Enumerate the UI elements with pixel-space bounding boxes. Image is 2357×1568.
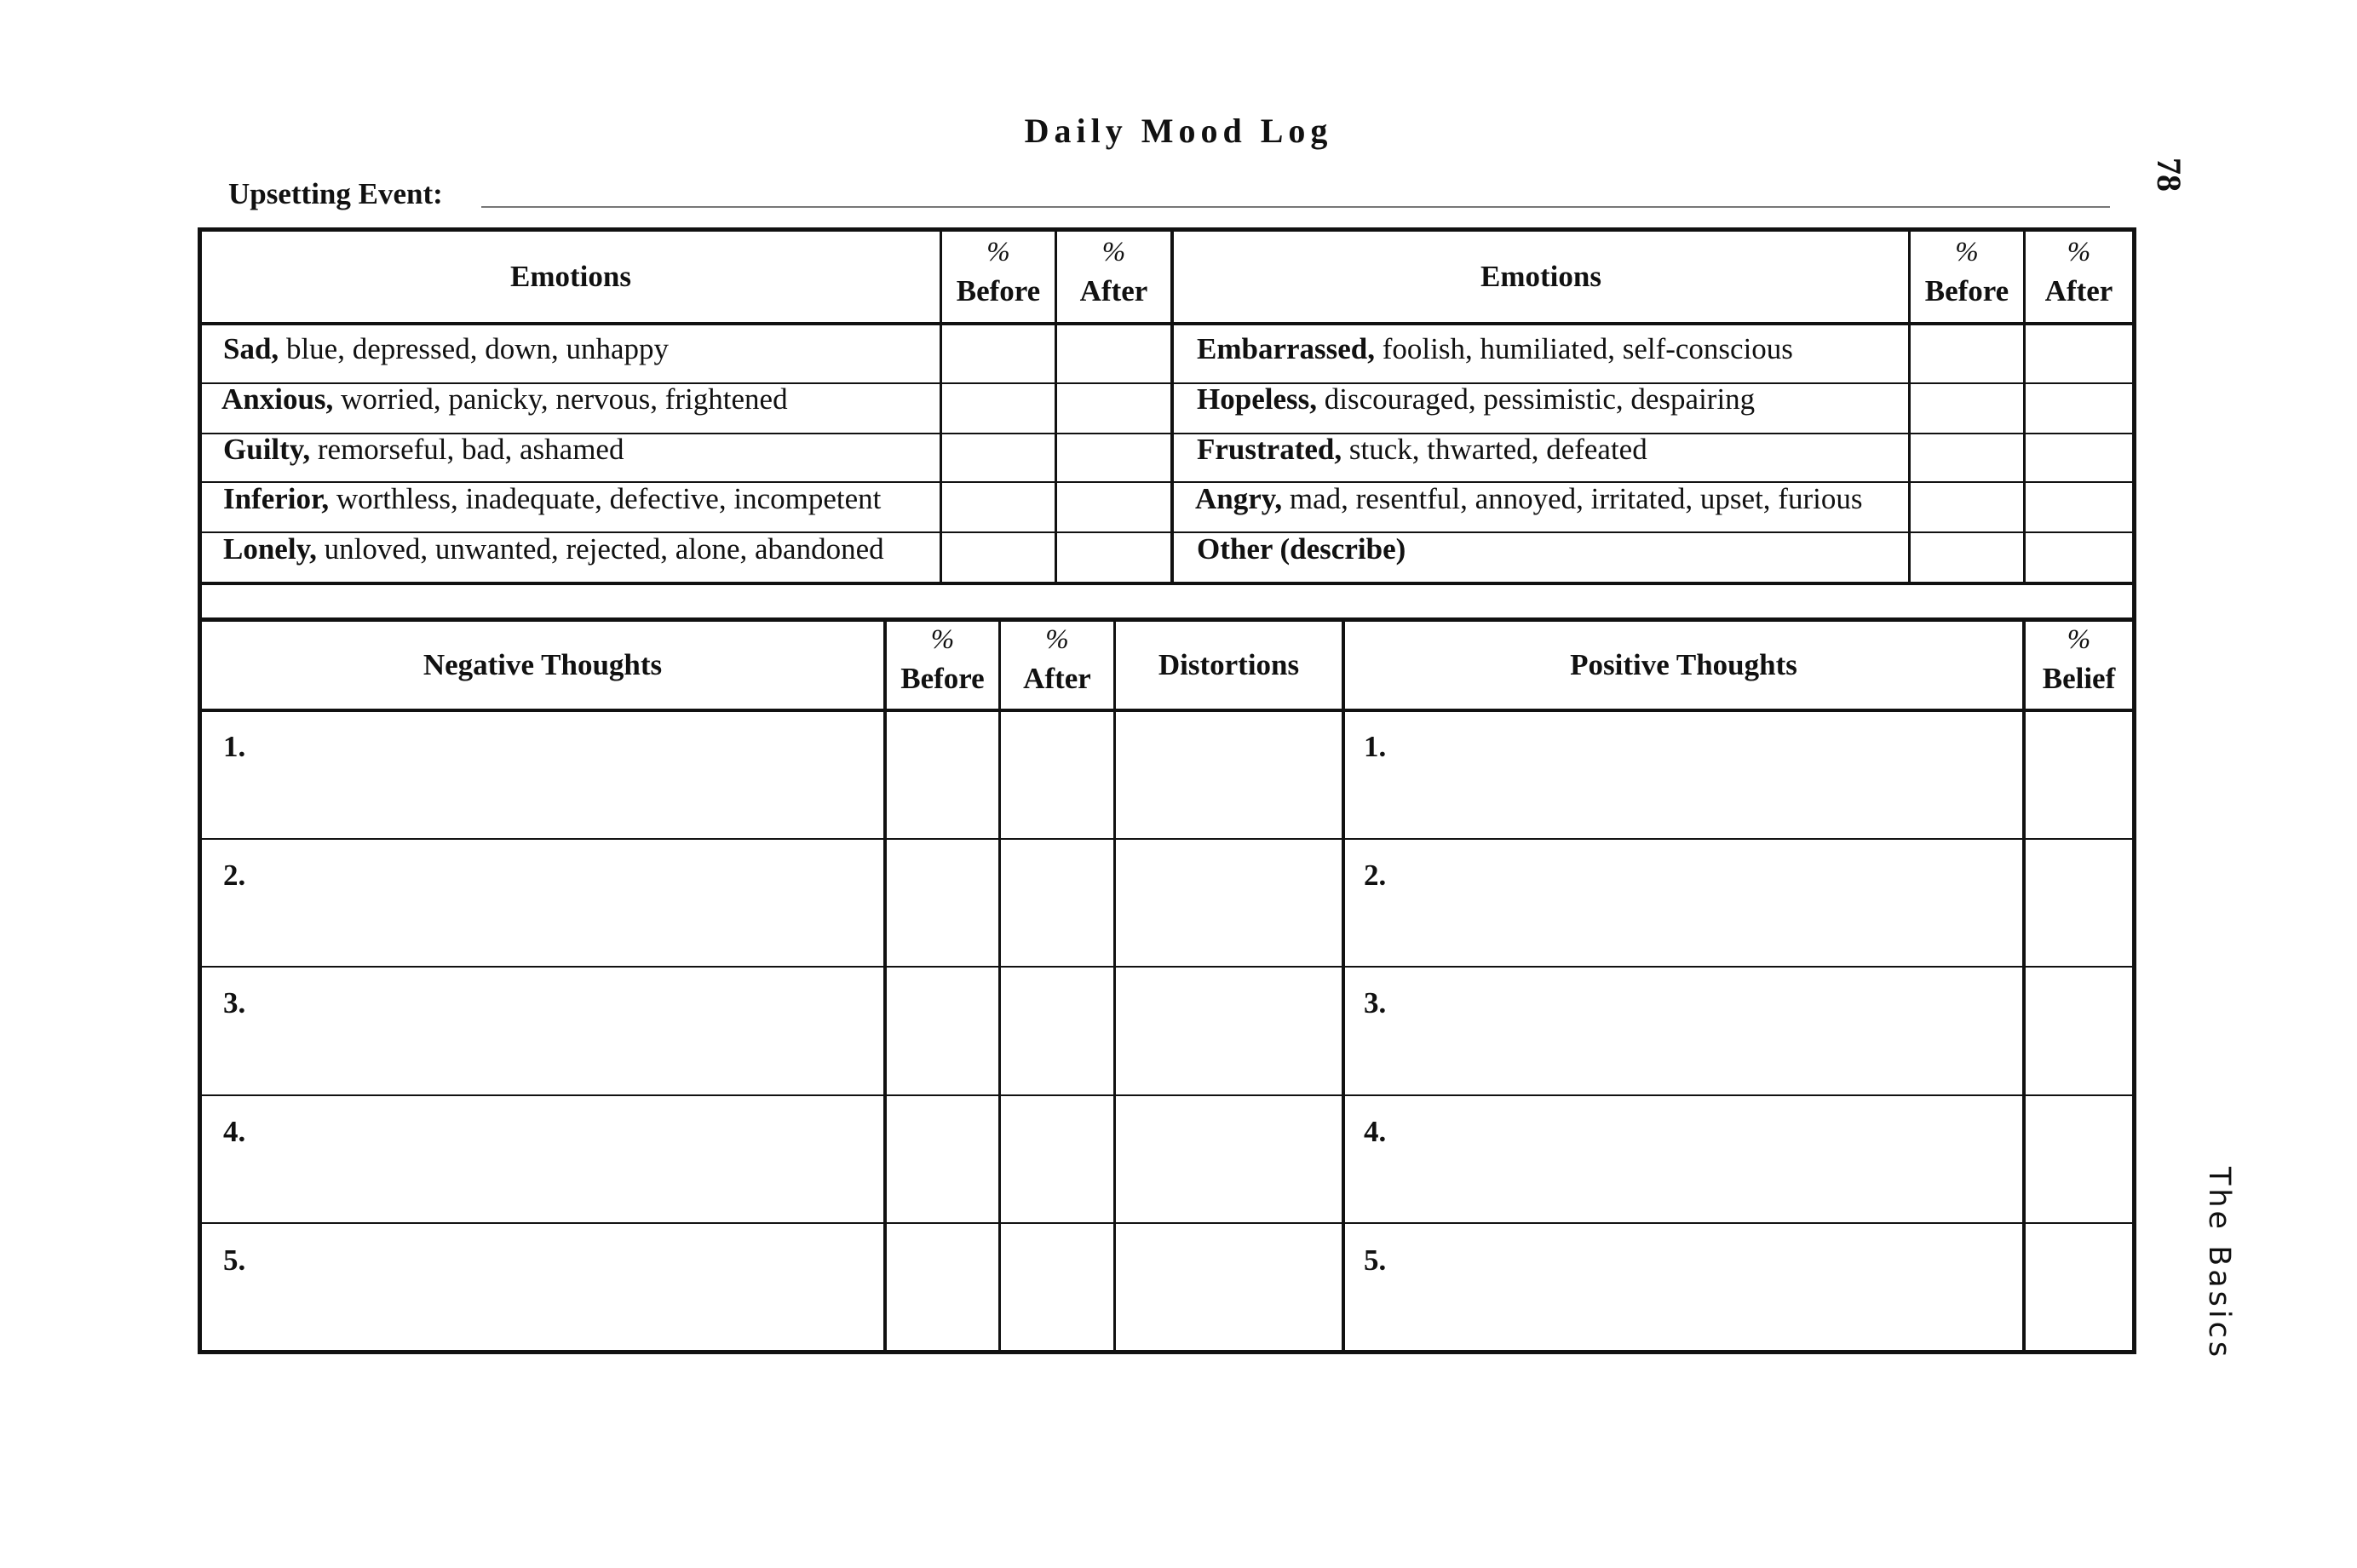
emotions-header-left: Emotions <box>510 260 631 293</box>
divider <box>2022 620 2026 1354</box>
positive-thoughts-header: Positive Thoughts <box>1570 648 1797 681</box>
emotion-row: Inferior, worthless, inadequate, defective, incompetent <box>223 482 882 515</box>
before-rating-cell[interactable] <box>1911 434 2023 481</box>
before-header-right: Before <box>1924 274 2009 307</box>
divider <box>1342 620 1345 1354</box>
before-rating-cell[interactable] <box>1911 384 2023 433</box>
after-rating-cell[interactable] <box>1057 483 1170 531</box>
negative-thoughts-header: Negative Thoughts <box>423 648 663 681</box>
mood-log-grid <box>198 227 2136 1354</box>
emotions-header-right: Emotions <box>1480 260 1601 293</box>
emotion-row: Guilty, remorseful, bad, ashamed <box>223 433 624 466</box>
after-rating-cell[interactable] <box>2026 325 2132 382</box>
upsetting-event-label: Upsetting Event: <box>228 177 443 210</box>
positive-thought-number: 2. <box>1364 859 1387 892</box>
before-header-left: Before <box>956 274 1041 307</box>
positive-thought-number: 5. <box>1364 1243 1387 1277</box>
emotion-row: Angry, mad, resentful, annoyed, irritated, upset, furious <box>1195 482 1863 515</box>
page-number: 78 <box>2150 158 2188 192</box>
page-title: Daily Mood Log <box>1024 112 1333 150</box>
emotion-row: Frustrated, stuck, thwarted, defeated <box>1197 433 1647 466</box>
negative-thought-cell[interactable] <box>253 1096 883 1222</box>
positive-thought-cell[interactable] <box>1394 1096 2022 1222</box>
before-rating-cell[interactable] <box>1911 533 2023 582</box>
negative-thought-number: 3. <box>223 986 246 1019</box>
negative-thought-number: 2. <box>223 859 246 892</box>
distortions-header: Distortions <box>1158 648 1300 681</box>
negative-thought-cell[interactable] <box>253 840 883 966</box>
positive-thought-number: 1. <box>1364 730 1387 763</box>
after-header-thoughts: After <box>1023 662 1091 695</box>
after-rating-cell[interactable] <box>1057 325 1170 382</box>
section-label: The Basics <box>2202 1167 2236 1361</box>
emotion-row: Sad, blue, depressed, down, unhappy <box>223 332 670 365</box>
percent-symbol: % <box>1955 237 1979 267</box>
before-header-thoughts: Before <box>900 662 985 695</box>
after-rating-cell[interactable] <box>2026 384 2132 433</box>
after-header-left: After <box>1079 274 1148 307</box>
negative-thought-number: 4. <box>223 1115 246 1148</box>
positive-thought-cell[interactable] <box>1394 1224 2022 1350</box>
negative-thought-cell[interactable] <box>253 712 883 838</box>
percent-symbol: % <box>986 237 1010 267</box>
emotion-row: Anxious, worried, panicky, nervous, frightened <box>221 382 788 416</box>
before-rating-cell[interactable] <box>942 384 1055 433</box>
negative-thought-cell[interactable] <box>253 1224 883 1350</box>
before-rating-cell[interactable] <box>1911 483 2023 531</box>
after-rating-cell[interactable] <box>1057 434 1170 481</box>
divider <box>883 620 887 1354</box>
emotion-row: Other (describe) <box>1197 532 1406 566</box>
divider <box>998 620 1001 1354</box>
divider <box>1113 620 1116 1354</box>
after-rating-cell[interactable] <box>2026 434 2132 481</box>
percent-symbol: % <box>1101 237 1126 267</box>
negative-thought-number: 1. <box>223 730 246 763</box>
after-rating-cell[interactable] <box>1057 533 1170 582</box>
before-rating-cell[interactable] <box>942 533 1055 582</box>
positive-thought-number: 3. <box>1364 986 1387 1019</box>
positive-thought-cell[interactable] <box>1394 840 2022 966</box>
emotion-row: Hopeless, discouraged, pessimistic, despairing <box>1197 382 1756 416</box>
positive-thought-cell[interactable] <box>1394 968 2022 1094</box>
positive-thought-number: 4. <box>1364 1115 1387 1148</box>
divider <box>202 582 2132 585</box>
upsetting-event-input[interactable] <box>481 206 2110 208</box>
after-header-right: After <box>2044 274 2113 307</box>
before-rating-cell[interactable] <box>1911 325 2023 382</box>
percent-symbol: % <box>930 624 955 655</box>
positive-thought-cell[interactable] <box>1394 712 2022 838</box>
emotion-row: Embarrassed, foolish, humiliated, self-conscious <box>1197 332 1793 365</box>
belief-header: Belief <box>2042 662 2116 695</box>
negative-thought-number: 5. <box>223 1243 246 1277</box>
percent-symbol: % <box>2067 624 2091 655</box>
after-rating-cell[interactable] <box>2026 533 2132 582</box>
percent-symbol: % <box>1045 624 1069 655</box>
after-rating-cell[interactable] <box>1057 384 1170 433</box>
negative-thought-cell[interactable] <box>253 968 883 1094</box>
before-rating-cell[interactable] <box>942 434 1055 481</box>
emotion-row: Lonely, unloved, unwanted, rejected, alone, abandoned <box>223 532 884 566</box>
before-rating-cell[interactable] <box>942 325 1055 382</box>
after-rating-cell[interactable] <box>2026 483 2132 531</box>
before-rating-cell[interactable] <box>942 483 1055 531</box>
percent-symbol: % <box>2067 237 2091 267</box>
